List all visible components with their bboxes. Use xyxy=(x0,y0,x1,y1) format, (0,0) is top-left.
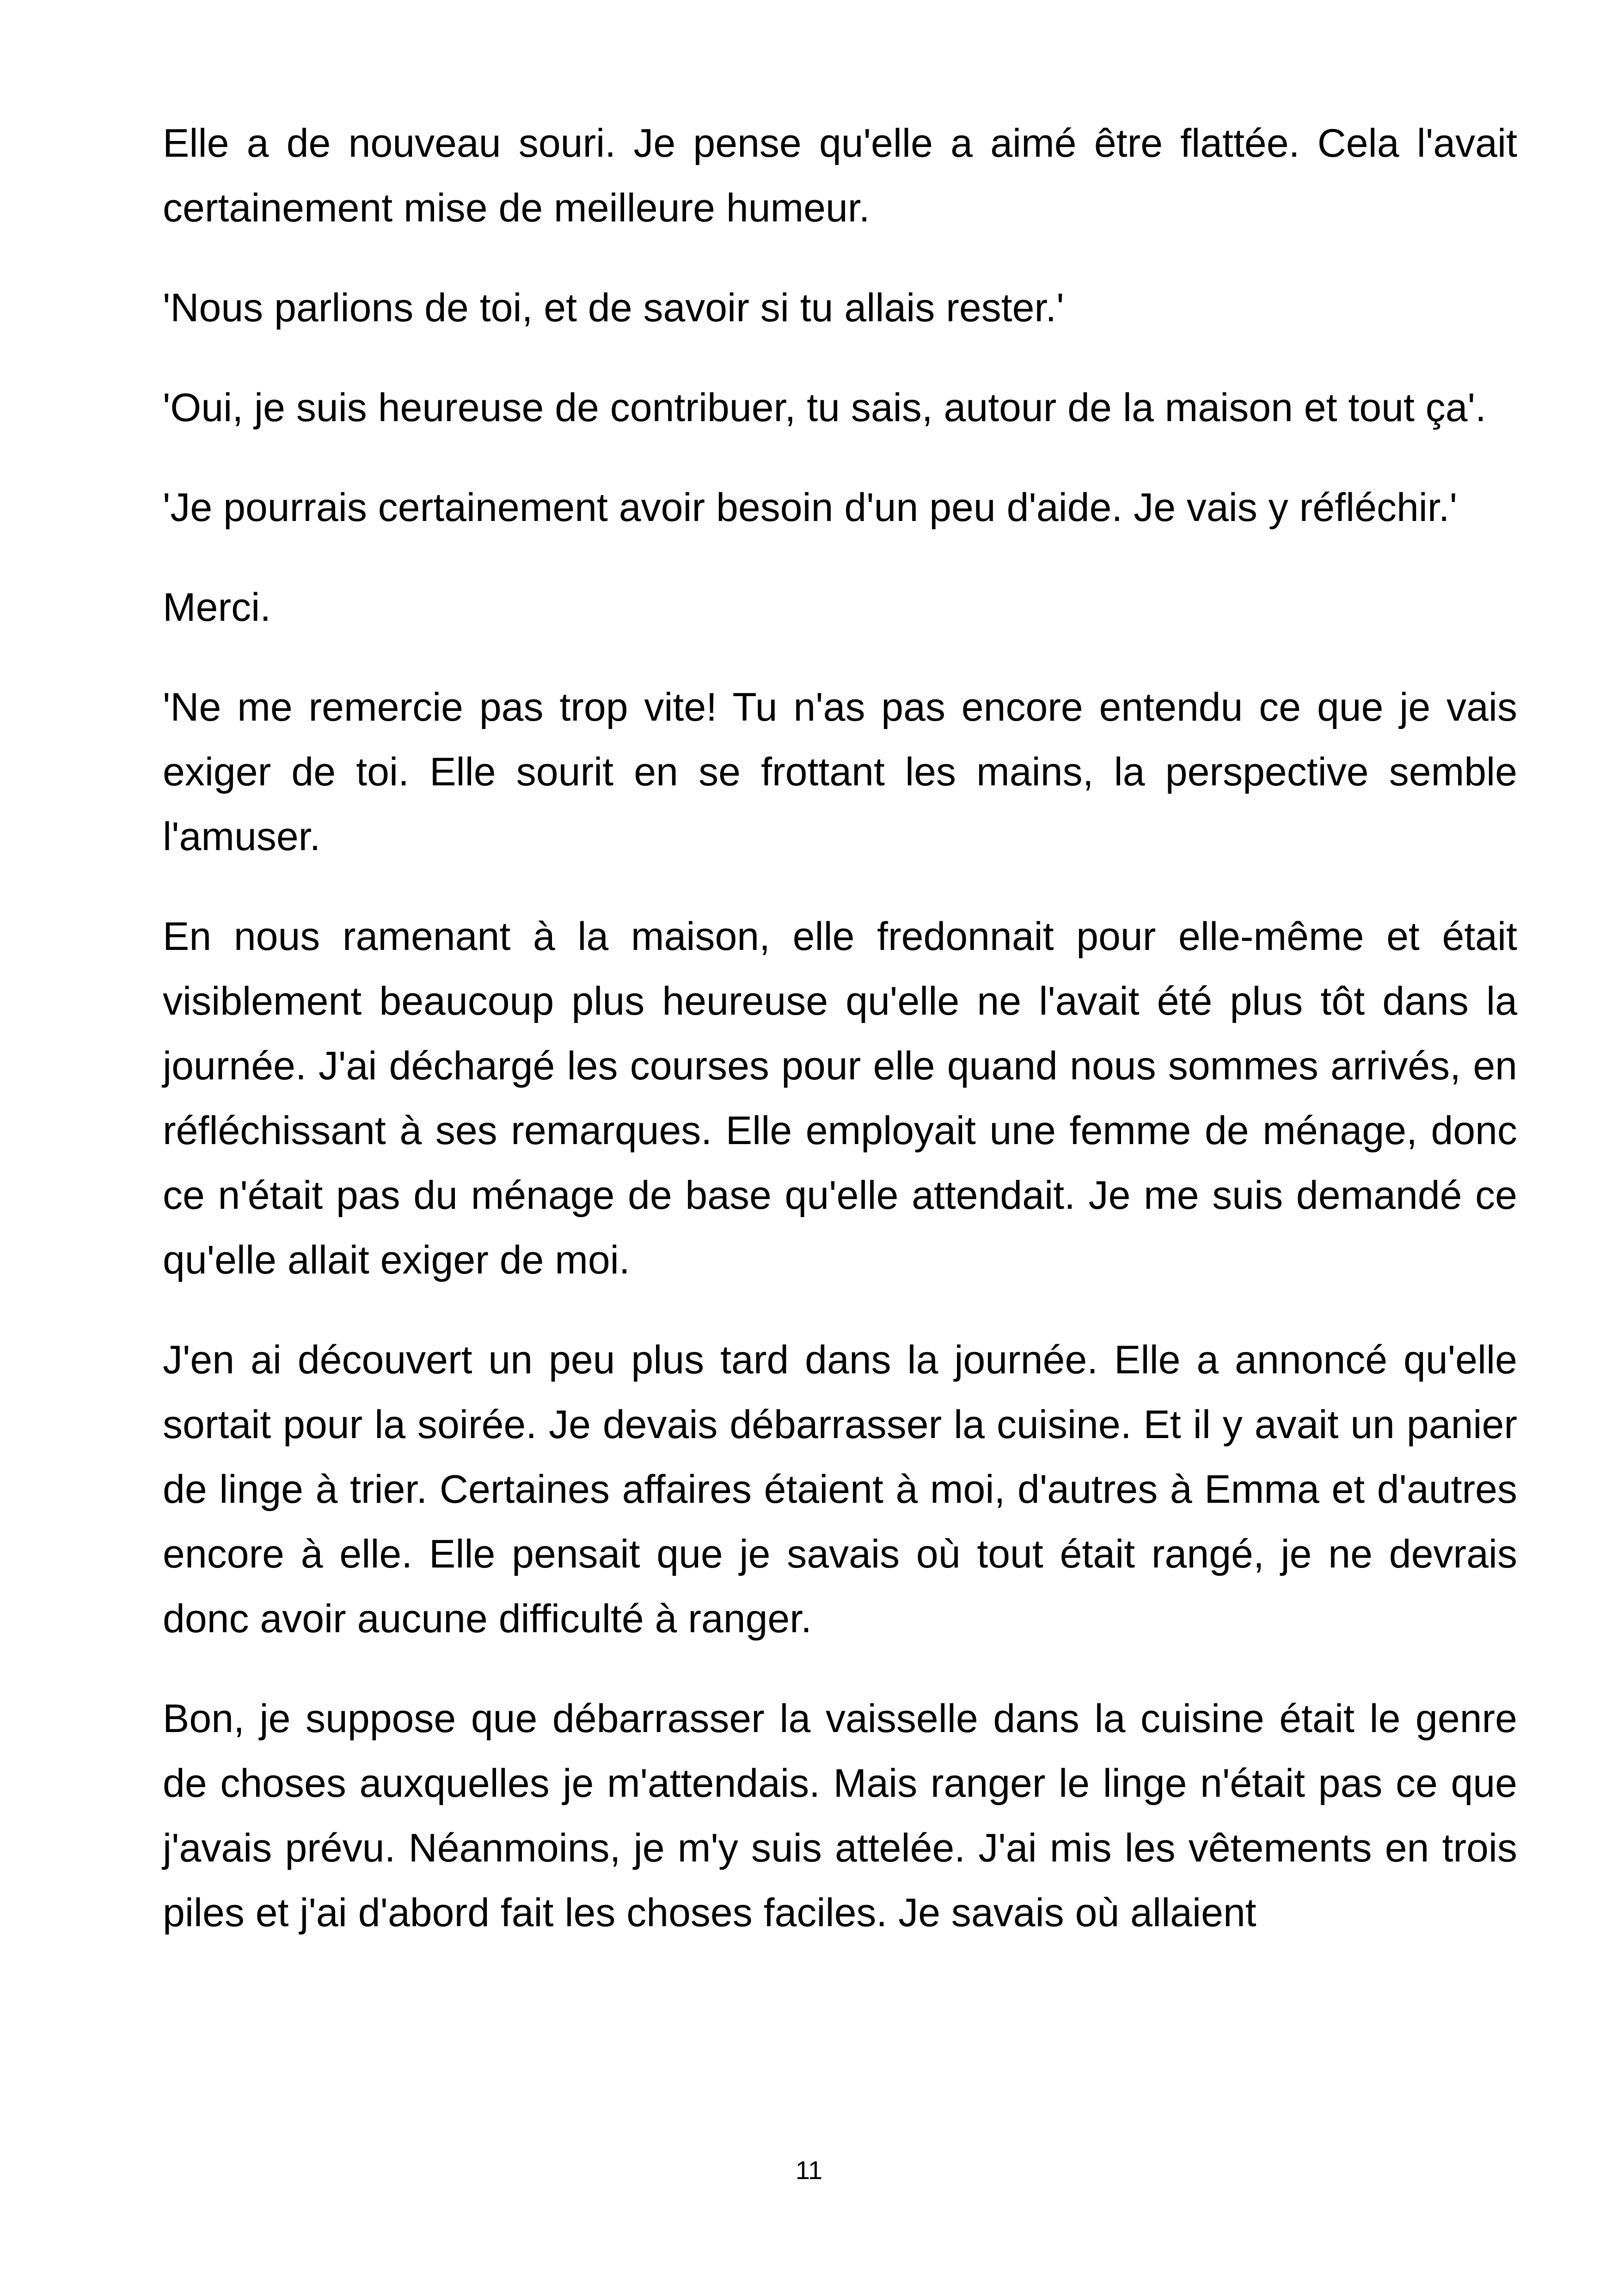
paragraph-1: Elle a de nouveau souri. Je pense qu'elle a aimé être flattée. Cela l'avait certainement mise de meilleure humeur. xyxy=(163,121,1517,230)
paragraph-3: 'Oui, je suis heureuse de contribuer, tu sais, autour de la maison et tout ça'. xyxy=(163,386,1486,430)
paragraph-2: 'Nous parlions de toi, et de savoir si tu allais rester.' xyxy=(163,286,1064,330)
paragraph-8: J'en ai découvert un peu plus tard dans la journée. Elle a annoncé qu'elle sortait pour la soirée. Je devais débarrasser la cuisine. Et il y avait un panier de linge à trier. Certaines affaires étaient à moi, d'autres à Emma et d'autres encore à elle. Elle pensait que je savais où tout était rangé, je ne devrais donc avoir aucune difficulté à ranger. xyxy=(163,1338,1517,1641)
body-text xyxy=(163,111,1517,1980)
paragraph-6: 'Ne me remercie pas trop vite! Tu n'as pas encore entendu ce que je vais exiger de toi. Elle sourit en se frottant les mains, la perspective semble l'amuser. xyxy=(163,685,1517,859)
paragraph-5: Merci. xyxy=(163,585,271,630)
paragraph-9: Bon, je suppose que débarrasser la vaisselle dans la cuisine était le genre de choses auxquelles je m'attendais. Mais ranger le linge n'était pas ce que j'avais prévu. Néanmoins, je m'y suis attelée. J'ai mis les vêtements en trois piles et j'ai d'abord fait les choses faciles. Je savais où allaient xyxy=(163,1696,1517,1935)
paragraph-7: En nous ramenant à la maison, elle fredonnait pour elle-même et était visiblement beaucoup plus heureuse qu'elle ne l'avait été plus tôt dans la journée. J'ai déchargé les courses pour elle quand nous sommes arrivés, en réfléchissant à ses remarques. Elle employait une femme de ménage, donc ce n'était pas du ménage de base qu'elle attendait. Je me suis demandé ce qu'elle allait exiger de moi. xyxy=(163,914,1517,1282)
page-number: 11 xyxy=(795,2155,823,2185)
paragraph-4: 'Je pourrais certainement avoir besoin d'un peu d'aide. Je vais y réfléchir.' xyxy=(163,485,1458,530)
